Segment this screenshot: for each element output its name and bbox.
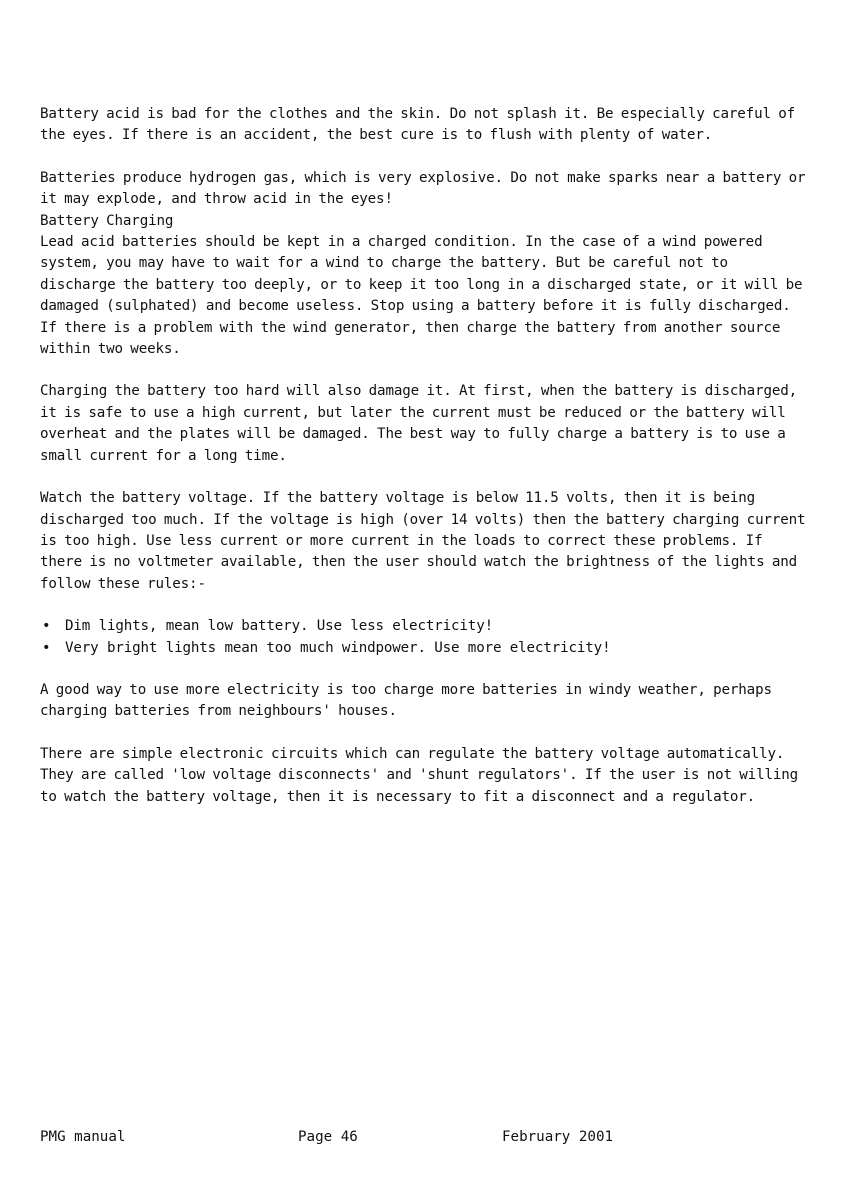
paragraph-use-more-electricity: A good way to use more electricity is too charge more batteries in windy weather, perhaps charging batteries from neighbours' houses. (40, 681, 772, 720)
paragraph-hydrogen-gas: Batteries produce hydrogen gas, which is very explosive. Do not make sparks near a battery or it may explode, and throw acid in the eyes! (40, 169, 806, 208)
footer-manual-title: PMG manual (40, 1129, 126, 1145)
rules-list (40, 616, 810, 659)
bullet-icon: • (42, 639, 51, 656)
footer-date: February 2001 (502, 1129, 614, 1145)
paragraph-electronic-circuits: There are simple electronic circuits which can regulate the battery voltage automatically. They are called 'low voltage disconnects' and 'shunt regulators'. If the user is not willing to watch the battery voltage, then it is necessary to fit a disconnect and a regulator. (40, 745, 799, 805)
paragraph-charged-condition: Lead acid batteries should be kept in a charged condition. In the case of a wind powered system, you may have to wait for a wind to charge the battery. But be careful not to discharge the battery too deeply, or to keep it too long in a discharged state, or it will be damaged (sulphated) and become useless. Stop using a battery before it is fully discharged. If there is a problem with the wind generator, then charge the battery from another source within two weeks. (40, 234, 803, 358)
list-item (40, 638, 810, 659)
footer-page-number: Page 46 (298, 1129, 358, 1145)
bullet-icon: • (42, 618, 51, 635)
list-item (40, 616, 810, 637)
paragraph-watch-voltage: Watch the battery voltage. If the battery voltage is below 11.5 volts, then it is being discharged too much. If the voltage is high (over 14 volts) then the battery charging current is too high. Use less current or more current in the loads to correct these problems. If there is no voltmeter available, then the user should watch the brightness of the lights and follow these rules:- (40, 490, 806, 592)
paragraph-battery-acid: Battery acid is bad for the clothes and the skin. Do not splash it. Be especially careful of the eyes. If there is an accident, the best cure is to flush with plenty of water. (40, 106, 796, 144)
page-footer (40, 1126, 640, 1148)
document-page (40, 104, 810, 808)
list-item-text: Very bright lights mean too much windpower. Use more electricity! (65, 639, 611, 656)
list-item-text: Dim lights, mean low battery. Use less electricity! (65, 618, 493, 635)
paragraph-charging-too-hard: Charging the battery too hard will also damage it. At first, when the battery is discharged, it is safe to use a high current, but later the current must be reduced or the battery will overheat and the plates will be damaged. The best way to fully charge a battery is to use a small current for a long time. (40, 383, 798, 464)
section-heading-battery-charging: Battery Charging (40, 212, 174, 229)
